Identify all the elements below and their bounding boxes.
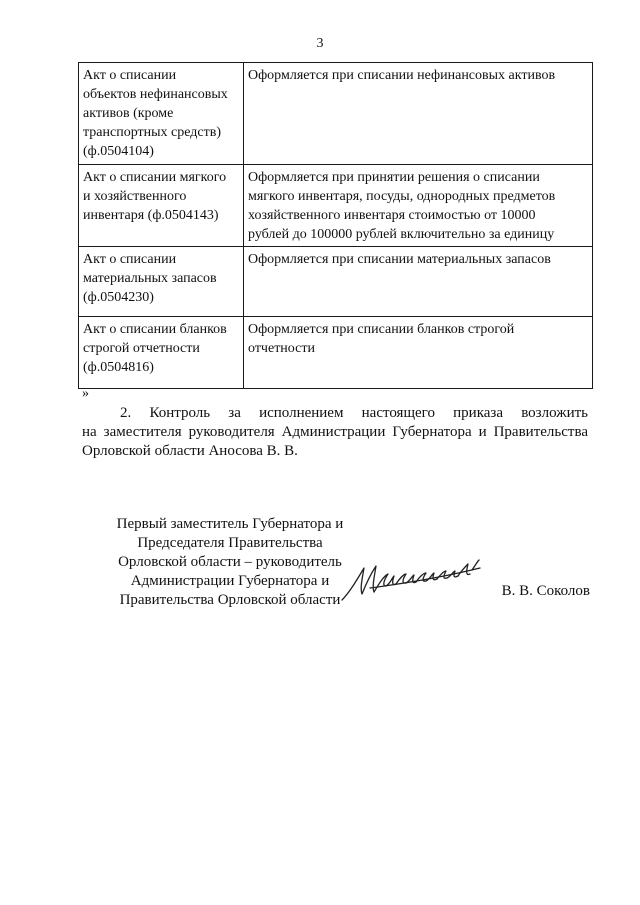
cell-line: (ф.0504104) xyxy=(83,144,154,159)
document-name-cell xyxy=(79,63,244,165)
description-cell xyxy=(244,63,593,165)
cell-line: (ф.0504230) xyxy=(83,290,154,305)
cell-line: Оформляется при принятии решения о списании xyxy=(248,170,540,185)
paragraph-line: на заместителя руководителя Администрации Губернатора и Правительства xyxy=(82,424,588,440)
table-row xyxy=(79,165,593,247)
paragraph-line: Орловской области Аносова В. В. xyxy=(82,443,298,459)
cell-line: Оформляется при списании материальных запасов xyxy=(248,252,551,267)
signer-title-line: Администрации Губернатора и xyxy=(130,573,330,589)
order-paragraph xyxy=(82,404,588,461)
table-row xyxy=(79,63,593,165)
description-cell xyxy=(244,247,593,317)
table-row xyxy=(79,317,593,389)
document-name-cell xyxy=(79,317,244,389)
description-cell xyxy=(244,317,593,389)
cell-line: Акт о списании мягкого xyxy=(83,170,227,185)
cell-line: мягкого инвентаря, посуды, однородных предметов xyxy=(248,189,556,204)
cell-line: Акт о списании бланков xyxy=(83,322,227,337)
cell-line: хозяйственного инвентаря стоимостью от 10000 xyxy=(248,208,536,223)
cell-line: строгой отчетности xyxy=(83,341,200,356)
signer-title-line: Первый заместитель Губернатора и xyxy=(116,516,344,532)
cell-line: отчетности xyxy=(248,341,315,356)
cell-line: инвентаря (ф.0504143) xyxy=(83,208,219,223)
cell-line: Оформляется при списании нефинансовых активов xyxy=(248,68,556,83)
signer-title xyxy=(100,515,360,610)
cell-line: Акт о списании xyxy=(83,68,177,83)
signer-title-line: Председателя Правительства xyxy=(137,535,323,551)
cell-line: Оформляется при списании бланков строгой xyxy=(248,322,515,337)
document-name-cell xyxy=(79,247,244,317)
description-cell xyxy=(244,165,593,247)
page-number: 3 xyxy=(316,36,324,51)
closing-quote: » xyxy=(82,386,89,401)
document-name-cell xyxy=(79,165,244,247)
cell-line: материальных запасов xyxy=(83,271,217,286)
cell-line: (ф.0504816) xyxy=(83,360,154,375)
paragraph-line: 2. Контроль за исполнением настоящего приказа возложить xyxy=(120,405,588,421)
cell-line: активов (кроме xyxy=(83,106,174,121)
handwritten-signature xyxy=(340,548,490,608)
signer-name: В. В. Соколов xyxy=(501,583,590,599)
signer-title-line: Правительства Орловской области xyxy=(119,592,341,608)
signer-title-line: Орловской области – руководитель xyxy=(118,554,342,570)
cell-line: транспортных средств) xyxy=(83,125,222,140)
cell-line: объектов нефинансовых xyxy=(83,87,228,102)
cell-line: Акт о списании xyxy=(83,252,177,267)
cell-line: рублей до 100000 рублей включительно за единицу xyxy=(248,227,555,242)
forms-table xyxy=(78,62,593,389)
cell-line: и хозяйственного xyxy=(83,189,187,204)
table-row xyxy=(79,247,593,317)
